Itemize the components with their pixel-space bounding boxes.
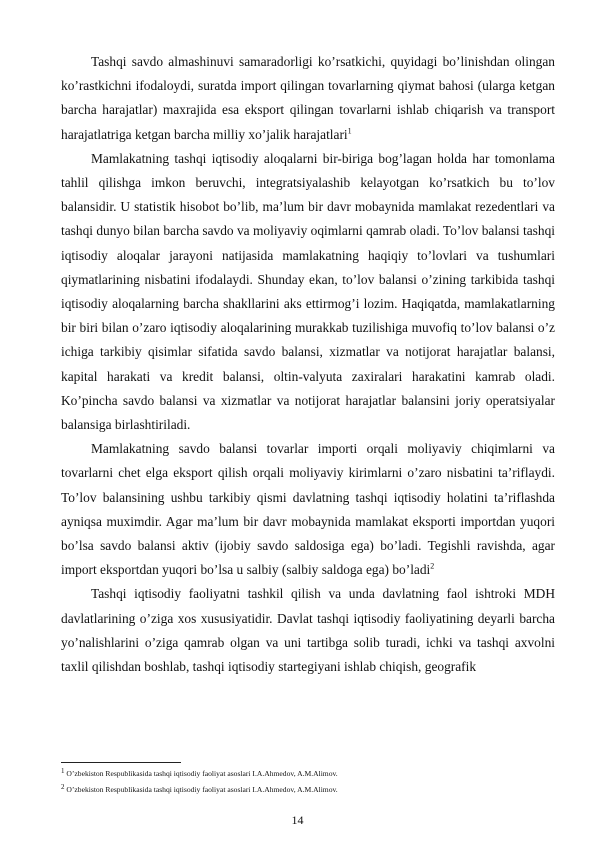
paragraph-4 xyxy=(61,582,555,679)
footnote-1-number: 1 xyxy=(61,767,65,775)
footnote-ref-2[interactable]: 2 xyxy=(430,561,435,571)
paragraph-4-text: Tashqi iqtisodiy faoliyatni tashkil qilish va unda davlatning faol ishtroki MDH davlatlarining o’ziga xos xususiyatidir. Davlat tashqi iqtisodiy faoliyatining deyarli barcha yo’nalishlarini o’ziga qamrab olgan va uni tartibga solib turadi, ichki va tashqi axvolni taxlil qilishdan boshlab, tashqi iqtisodiy startegiyani ishlab chiqish, geografik xyxy=(61,586,555,675)
footnote-2-number: 2 xyxy=(61,783,65,791)
footnote-2-text: O’zbekiston Respublikasida tashqi iqtisodiy faoliyat asoslari I.A.Ahmedov, A.M.Alimov. xyxy=(66,785,338,794)
paragraph-1-text: Tashqi savdo almashinuvi samaradorligi ko’rsatkichi, quyidagi bo’linishdan olingan ko’rastkichni ifodaloydi, suratda import qilingan tovarlarning qiymat bahosi (ularga ketgan barcha harajatlar) maxrajida esa eksport qilingan tovarlarni ishlab chiqarish va transport harajatlatriga ketgan barcha milliy xo’jalik harajatlari xyxy=(61,54,555,142)
page-number: 14 xyxy=(291,813,304,827)
paragraph-2 xyxy=(61,147,555,437)
footnote-2 xyxy=(61,782,555,798)
footnote-1-text: O’zbekiston Respublikasida tashqi iqtisodiy faoliyat asoslari I.A.Ahmedov, A.M.Alimov. xyxy=(66,769,338,778)
paragraph-3-text: Mamlakatning savdo balansi tovarlar importi orqali moliyaviy chiqimlarni va tovarlarni chet elga eksport qilish orqali moliyaviy kirimlarni o’zaro nisbatini ta’riflaydi. To’lov balansining ushbu tarkibiy qismi davlatning tashqi iqtisodiy holatini ta’riflashda ayniqsa muximdir. Agar ma’lum bir davr mobaynida mamlakat eksporti importdan yuqori bo’lsa savdo balansi aktiv (ijobiy savdo saldosiga ega) bo’ladi. Tegishli ravishda, agar import eksportdan yuqori bo’lsa u salbiy (salbiy saldoga ega) bo’ladi xyxy=(61,441,555,578)
paragraph-3 xyxy=(61,437,555,582)
footnote-ref-1[interactable]: 1 xyxy=(347,126,352,136)
paragraph-2-text: Mamlakatning tashqi iqtisodiy aloqalarni bir-biriga bog’lagan holda har tomonlama tahlil qilishga imkon beruvchi, integratsiyalashib kelayotgan ko’rsatkich bu to’lov balansidir. U statistik hisobot bo’lib, ma’lum bir davr mobaynida mamlakat rezedentlari va tashqi dunyo bilan barcha savdo va moliyaviy oqimlarni qamrab oladi. To’lov balansi tashqi iqtisodiy aloqalar jarayoni natijasida mamlakatning haqiqiy to’lovlari va tushumlari qiymatlarining nisbatini ifodalaydi. Shunday ekan, to’lov balansi o’zining tarkibida tashqi iqtisodiy aloqalarning barcha shakllarini aks ettirmog’i lozim. Haqiqatda, mamlakatlarning bir biri bilan o’zaro iqtisodiy aloqalarining murakkab tuzilishiga muvofiq to’lov balansi o’z ichiga tarkibiy qisimlar sifatida savdo balansi, xizmatlar va notijorat harajatlar balansi, kapital harakati va kredit balansi, oltin-valyuta zaxiralari harakatini kamrab oladi. Ko’pincha savdo balansi va xizmatlar va notijorat harajatlar balansini joriy operatsiyalar balansiga birlashtiriladi. xyxy=(61,150,555,433)
paragraph-1 xyxy=(61,50,555,147)
footnote-1 xyxy=(61,766,555,782)
footnotes xyxy=(61,766,555,798)
footnote-divider xyxy=(61,762,181,763)
body-text xyxy=(61,50,555,679)
